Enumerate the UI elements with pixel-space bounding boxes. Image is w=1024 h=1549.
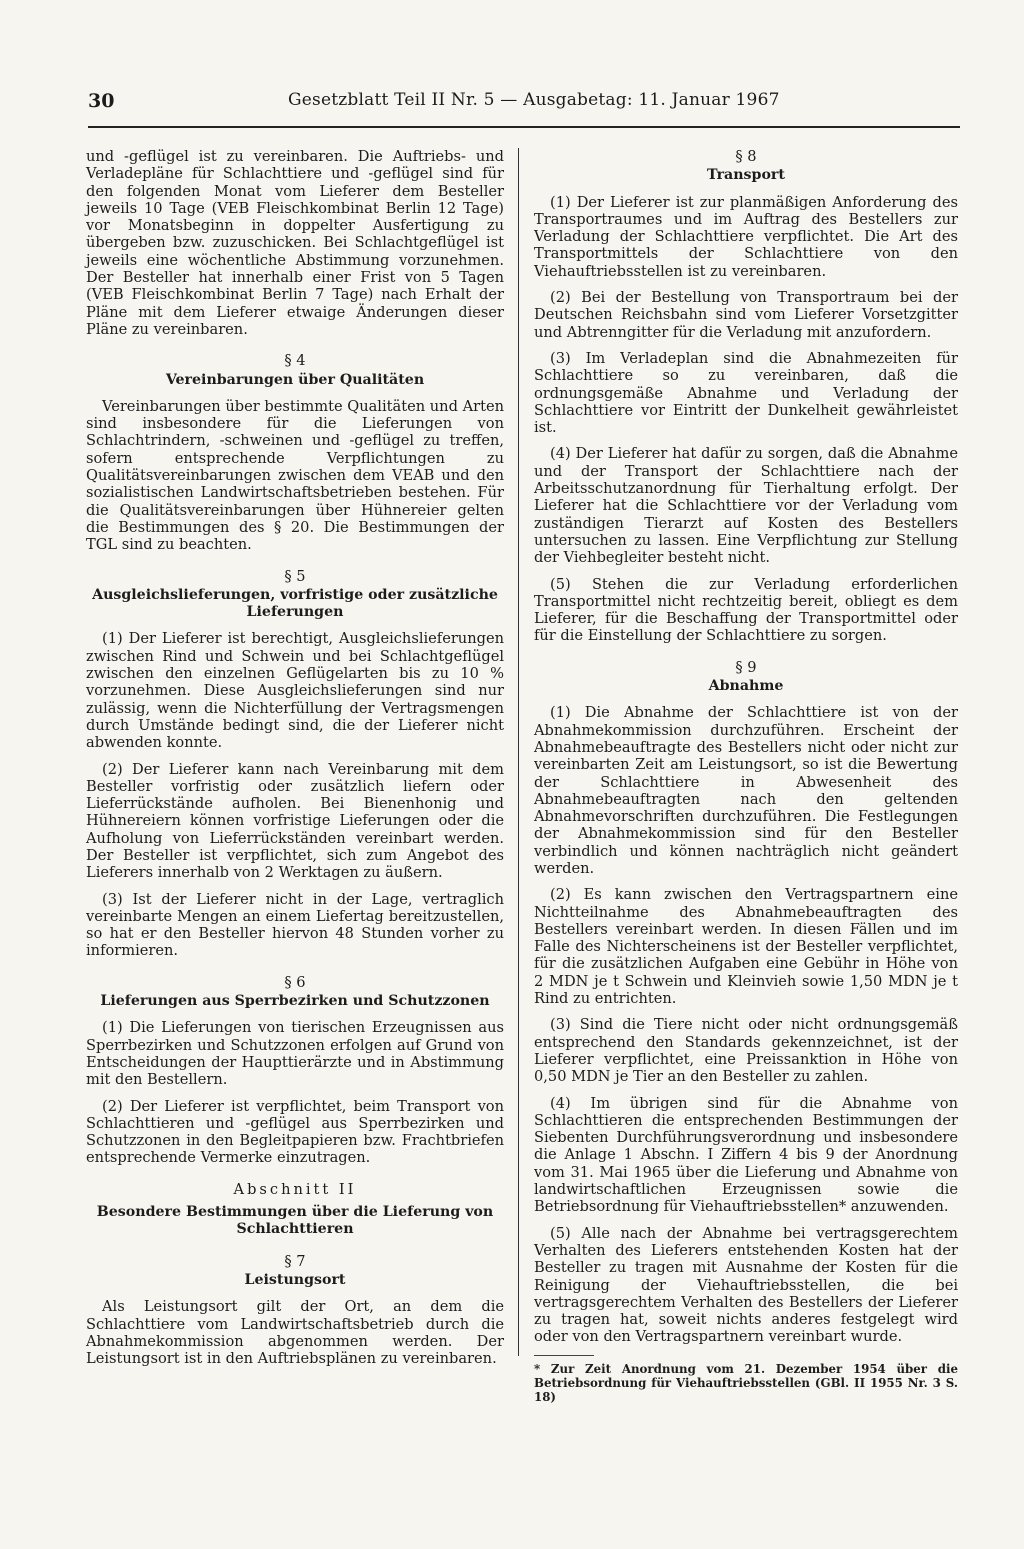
- paragraph: (3) Ist der Lieferer nicht in der Lage, vertraglich vereinbarte Mengen an einem Liefertag bereitzustellen, so hat er den Besteller hiervon 48 Stunden vorher zu informieren.: [86, 890, 504, 960]
- paragraph: (1) Die Abnahme der Schlachttiere ist von der Abnahmekommission durchzuführen. Erscheint der Abnahmebeauftragte des Bestellers nicht oder nicht zur vereinbarten Zeit am Leistungsort, so ist die Bewertung der Schlachttiere in Abwesenheit des Abnahmebeauftragten nach den geltenden Abnahmevorschriften durchzuführen. Die Festlegungen der Abnahmekommission sind für den Besteller verbindlich und können nachträglich nicht geändert werden.: [534, 704, 958, 877]
- paragraph: Als Leistungsort gilt der Ort, an dem die Schlachttiere vom Landwirtschaftsbetrieb durch die Abnahmekommission abgenommen werden. Der Leistungsort ist in den Auftriebsplänen zu vereinbaren.: [86, 1298, 504, 1368]
- section-number: § 6: [284, 973, 306, 991]
- section-number: § 4: [284, 352, 306, 370]
- paragraph: (3) Im Verladeplan sind die Abnahmezeiten für Schlachttiere so zu vereinbaren, daß die ordnungsgemäße Abnahme und Verladung der Schlachttiere vor Eintritt der Dunkelheit gewährleistet ist.: [534, 349, 958, 437]
- section-number: § 7: [284, 1252, 306, 1270]
- paragraph: Vereinbarungen über bestimmte Qualitäten und Arten sind insbesondere für die Lieferungen von Schlachtrindern, -schweinen und -geflügel zu treffen, sofern entsprechende Verpflichtungen zu Qualitätsvereinbarungen zwischen dem VEAB und den sozialistischen Landwirtschaftsbetrieben bestehen. Für die Qualitätsvereinbarungen über Hühnereier gelten die Bestimmungen des § 20. Die Bestimmungen der TGL sind zu beachten.: [86, 397, 504, 554]
- running-title: Gesetzblatt Teil II Nr. 5 — Ausgabetag: 11. Januar 1967: [288, 90, 780, 110]
- paragraph: (2) Der Lieferer kann nach Vereinbarung mit dem Besteller vorfristig oder zusätzlich liefern oder Lieferrückstände aufholen. Bei Bienenhonig und Hühnereiern können vorfristige Lieferungen oder die Aufholung von Lieferrückständen vereinbart werden. Der Besteller ist verpflichtet, sich zum Angebot des Lieferers innerhalb von 2 Werktagen zu äußern.: [86, 760, 504, 882]
- page-number: 30: [88, 90, 115, 112]
- section-number: § 5: [284, 567, 306, 585]
- section-number: § 8: [735, 148, 757, 165]
- paragraph: (3) Sind die Tiere nicht oder nicht ordnungsgemäß entsprechend den Standards gekennzeichnet, ist der Lieferer verpflichtet, eine Preissanktion in Höhe von 0,50 MDN je Tier an den Besteller zu zahlen.: [534, 1016, 958, 1086]
- paragraph: (5) Stehen die zur Verladung erforderlichen Transportmittel nicht rechtzeitig bereit, obliegt es dem Lieferer, für die Beschaffung der Transportmittel oder für die Einstellung der Schlachttiere zu sorgen.: [534, 575, 958, 645]
- column-divider: [518, 148, 519, 1356]
- paragraph: (2) Bei der Bestellung von Transportraum bei der Deutschen Reichsbahn sind vom Lieferer Vorsetzgitter und Abtrenngitter für die Verladung mit anzufordern.: [534, 289, 958, 341]
- part-label: Abschnitt II: [233, 1180, 357, 1198]
- section-number: § 9: [735, 658, 757, 676]
- paragraph: (4) Im übrigen sind für die Abnahme von Schlachttieren die entsprechenden Bestimmungen der Siebenten Durchführungsverordnung und insbesondere die Anlage 1 Abschn. I Ziffern 4 bis 9 der Anordnung vom 31. Mai 1965 über die Lieferung und Abnahme von landwirtschaftlichen Erzeugnissen sowie die Betriebsordnung für Viehauftriebsstellen* anzuwenden.: [534, 1094, 958, 1216]
- paragraph: (1) Der Lieferer ist berechtigt, Ausgleichslieferungen zwischen Rind und Schwein und bei Schlachtgeflügel zwischen den einzelnen Geflügelarten bis zu 10 % vorzunehmen. Diese Ausgleichslieferungen sind nur zulässig, wenn die Nichterfüllung der Vertragsmengen durch Umstände bedingt sind, die der Lieferer nicht abwenden konnte.: [86, 630, 504, 752]
- paragraph: (4) Der Lieferer hat dafür zu sorgen, daß die Abnahme und der Transport der Schlachttiere nach der Arbeitsschutzanordnung für Tierhaltung erfolgt. Der Lieferer hat die Schlachttiere vor der Verladung vom zuständigen Tierarzt auf Kosten des Bestellers untersuchen zu lassen. Eine Verpflichtung zur Stellung der Viehbegleiter besteht nicht.: [534, 445, 958, 567]
- paragraph: (5) Alle nach der Abnahme bei vertragsgerechtem Verhalten des Lieferers entstehenden Kosten hat der Besteller zu tragen mit Ausnahme der Kosten für die Reinigung der Viehauftriebsstellen, die bei vertragsgerechtem Verhalten des Bestellers der Lieferer zu tragen hat, soweit nichts anderes festgelegt wird oder von den Vertragspartnern vereinbart wurde.: [534, 1224, 958, 1346]
- section-title: Abnahme: [708, 678, 784, 695]
- footnote-rule: [534, 1355, 594, 1356]
- section-title: Leistungsort: [244, 1271, 346, 1288]
- paragraph: und -geflügel ist zu vereinbaren. Die Auftriebs- und Verladepläne für Schlachttiere und -geflügel sind für den folgenden Monat vom Lieferer dem Besteller jeweils 10 Tage (VEB Fleischkombinat Berlin 12 Tage) vor Monatsbeginn in doppelter Ausfertigung zu übergeben bzw. zuzuschicken. Bei Schlachtgeflügel ist jeweils eine wöchentliche Abstimmung vorzunehmen. Der Besteller hat innerhalb einer Frist von 5 Tagen (VEB Fleischkombinat Berlin 7 Tage) nach Erhalt der Pläne mit dem Lieferer etwaige Änderungen dieser Pläne zu vereinbaren.: [86, 148, 504, 338]
- section-title: Lieferungen aus Sperrbezirken und Schutzzonen: [100, 993, 490, 1010]
- paragraph: (2) Es kann zwischen den Vertragspartnern eine Nichtteilnahme des Abnahmebeauftragten des Bestellers vereinbart werden. In diesen Fällen und im Falle des Nichterscheinens ist der Besteller verpflichtet, für die zusätzlichen Aufgaben eine Gebühr in Höhe von 2 MDN je t Schwein und Kleinvieh sowie 1,50 MDN je t Rind zu entrichten.: [534, 886, 958, 1008]
- left-column: [86, 148, 504, 1376]
- paragraph: (1) Der Lieferer ist zur planmäßigen Anforderung des Transportraumes und im Auftrag des Bestellers zur Verladung der Schlachttiere verpflichtet. Die Art des Transportmittels der Schlachttiere von den Viehauftriebsstellen ist zu vereinbaren.: [534, 193, 958, 280]
- paragraph: (2) Der Lieferer ist verpflichtet, beim Transport von Schlachttieren und -geflügel aus Sperrbezirken und Schutzzonen in den Begleitpapieren bzw. Frachtbriefen entsprechende Vermerke einzutragen.: [86, 1097, 504, 1167]
- section-title: Vereinbarungen über Qualitäten: [165, 371, 425, 388]
- paragraph: (1) Die Lieferungen von tierischen Erzeugnissen aus Sperrbezirken und Schutzzonen erfolgen auf Grund von Entscheidungen der Haupttierärzte und in Abstimmung mit den Bestellern.: [86, 1019, 504, 1089]
- section-title: Ausgleichslieferungen, vorfristige oder zusätzliche Lieferungen: [92, 586, 498, 621]
- right-column: [534, 148, 958, 1404]
- part-title: Besondere Bestimmungen über die Lieferung von Schlachttieren: [96, 1204, 494, 1238]
- section-title: Transport: [707, 167, 785, 184]
- footnote: * Zur Zeit Anordnung vom 21. Dezember 1954 über die Betriebsordnung für Viehauftriebsstellen (GBl. II 1955 Nr. 3 S. 18): [534, 1361, 958, 1404]
- page-header: [88, 86, 960, 128]
